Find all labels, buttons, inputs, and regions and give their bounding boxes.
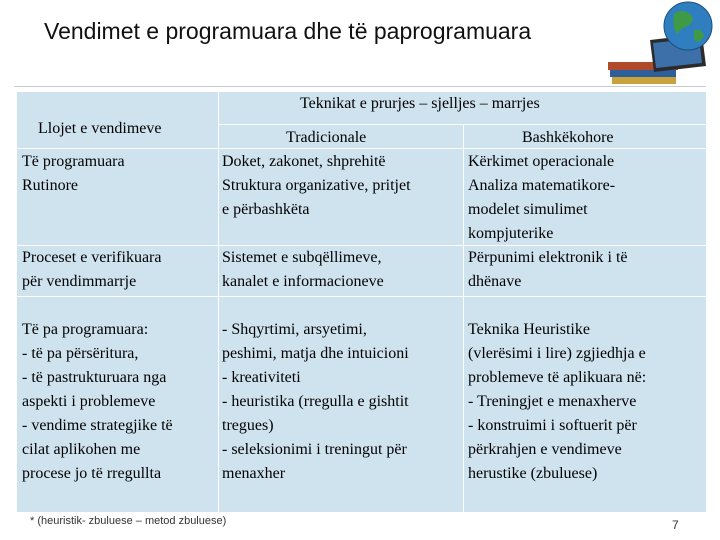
table-cell-modern: Përpunimi elektronik i të dhënave [468, 249, 628, 290]
table-cell-type: Të programuara Rutinore [22, 153, 125, 194]
table-cell-type: Proceset e verifikuara për vendimmarrje [22, 249, 162, 290]
table-divider [17, 296, 706, 297]
table-divider [463, 124, 464, 512]
table-cell-traditional: - Shqyrtimi, arsyetimi, peshimi, matja dhe intuicioni - kreativiteti - heuristika (rregulla e gishtit tregues) - seleksionimi i treningut për menaxher [222, 321, 409, 482]
slide-title: Vendimet e programuara dhe të paprogramuara [44, 18, 532, 44]
table-cell-traditional: Doket, zakonet, shprehitë Struktura organizative, pritjet e përbashkëta [222, 153, 411, 218]
table-divider [218, 124, 706, 125]
table-divider [218, 92, 219, 512]
table-cell-traditional: Sistemet e subqëllimeve, kanalet e informacioneve [222, 249, 384, 290]
globe-laptop-books-image [590, 0, 720, 90]
table-cell-modern: Teknika Heuristike (vlerësimi i lire) zgjiedhja e problemeve të aplikuara në: - Treningjet e menaxherve - konstruimi i softuerit për përkrahjen e vendimeve herustike (zbuluese) [468, 321, 647, 482]
column-header-decision-types: Llojet e vendimeve [38, 120, 162, 137]
column-header-modern: Bashkëkohore [522, 129, 614, 146]
table-cell-type: Të pa programuara: - të pa përsëritura, - të pastrukturuara nga aspekti i problemeve - vendime strategjike të cilat aplikohen me procese jo të rregullta [22, 321, 173, 482]
column-header-traditional: Tradicionale [286, 129, 367, 146]
table-super-header: Teknikat e prurjes – sjelljes – marrjes [300, 95, 540, 112]
page-number: 7 [672, 518, 679, 532]
title-divider [14, 86, 706, 87]
footnote: * (heuristik- zbuluese – metod zbuluese) [30, 515, 227, 527]
table-cell-modern: Kërkimet operacionale Analiza matematikore- modelet simulimet kompjuterike [468, 153, 616, 242]
